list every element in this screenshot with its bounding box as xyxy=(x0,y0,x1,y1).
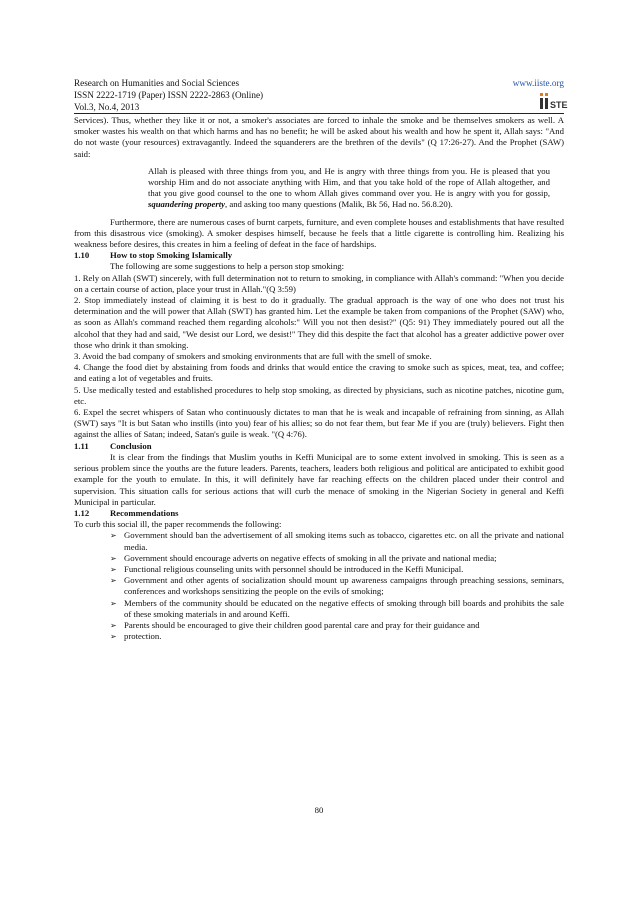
recommendation-text: Government and other agents of socialization should mount up awareness campaigns through preaching sessions, seminars, conferences and workshops sensitizing the people on the evils of smoking; xyxy=(124,575,564,597)
list-item: 2. Stop immediately instead of claiming it is best to do it gradually. The gradual approach is the way of one who does not trust his determination and the will power that Allah (SWT) has granted him. Let the example be taken from companions of the Prophet (SAW) who, as soon as Allah's command reached them regarding alcohols:" Will you not then desist?" (Q5: 91) They immediately poured out all the alcohol that they had and said, "We desist our Lord, we desist!" They did this despite the fact that alcohol has a greater addictive power over those who drink it than smoking. xyxy=(74,295,564,350)
section-number: 1.12 xyxy=(74,507,90,518)
paragraph-intro: Services). Thus, whether they like it or not, a smoker's associates are forced to inhale the smoke and be themselves smokers as well. A smoker wastes his wealth on that which harms and has no benefit; he will be asked about his wealth and how he spent it, Allah says: "And do not waste (your resources) extravagantly. Indeed the squanderers are the brethren of the devils" (Q 17:26-27). And the Prophet (SAW) said: xyxy=(74,115,564,159)
journal-url-link[interactable]: www.iiste.org xyxy=(512,78,564,88)
recommendation-text: Government should ban the advertisement of all smoking items such as tobacco, cigarettes etc. on all the private and national media. xyxy=(124,530,564,552)
list-item xyxy=(110,530,564,552)
paragraph-conclusion: It is clear from the findings that Muslim youths in Keffi Municipal are to some extent involved in smoking. This is seen as a serious problem since the youths are the future leaders. Parents, teachers, leaders both religious and political are anticipated to exhibit good example for the youth to emulate. In this, it will definitely have far reaching effects on the children placed under their control and supervision. This situation calls for serious actions that will curb the menace of smoking in the Nigerian Society in general and Keffi Municipal in particular. xyxy=(74,451,564,507)
recommendation-text: Functional religious counseling units with personnel should be introduced in the Keffi Municipal. xyxy=(124,563,464,574)
list-item xyxy=(110,598,564,620)
recommendation-text: protection. xyxy=(124,631,162,642)
arrow-bullet-icon: ➢ xyxy=(110,553,117,563)
list-item xyxy=(110,564,564,575)
list-item xyxy=(110,575,564,597)
arrow-bullet-icon: ➢ xyxy=(110,632,117,642)
quote-text-post: , and asking too many questions (Malik, Bk 56, Had no. 56.8.20). xyxy=(225,199,453,210)
list-item xyxy=(110,631,564,642)
section-intro: The following are some suggestions to help a person stop smoking: xyxy=(110,261,345,272)
section-title: Conclusion xyxy=(110,440,152,451)
header-divider xyxy=(74,113,564,114)
arrow-bullet-icon: ➢ xyxy=(110,598,117,608)
arrow-bullet-icon: ➢ xyxy=(110,620,117,630)
section-number: 1.11 xyxy=(74,440,89,451)
quote-text-pre: Allah is pleased with three things from you, and He is angry with three things from you. He is pleased that you worship Him and do not associate anything with Him, and that you take hold of the rope of Allah altogether, and that you give good counsel to the one to whom Allah gives command over you. He is angry with you for gossip, xyxy=(148,165,550,199)
recommendations-intro: To curb this social ill, the paper recommends the following: xyxy=(74,519,282,530)
quote-emphasis: squandering property xyxy=(148,199,225,210)
list-item: 1. Rely on Allah (SWT) sincerely, with full determination not to return to smoking, in compliance with Allah's command: "When you decide on a certain course of action, place your trust in Allah."(Q 3:59) xyxy=(74,272,564,294)
svg-text:STE: STE xyxy=(550,100,568,110)
section-title: Recommendations xyxy=(110,507,179,518)
list-item: 4. Change the food diet by abstaining from foods and drinks that would entice the craving to smoke such as spices, meat, tea, and coffee; and eating a lot of vegetables and fruits. xyxy=(74,362,564,384)
section-heading-1-10 xyxy=(74,250,564,261)
recommendation-text: Government should encourage adverts on negative effects of smoking in all the private and national media; xyxy=(124,552,497,563)
recommendation-text: Parents should be encouraged to give their children good parental care and pray for their guidance and xyxy=(124,619,480,630)
arrow-bullet-icon: ➢ xyxy=(110,531,117,541)
journal-issn: ISSN 2222-1719 (Paper) ISSN 2222-2863 (Online) xyxy=(74,90,264,100)
list-item xyxy=(110,620,564,631)
section-heading-1-12 xyxy=(74,508,564,519)
list-item: 3. Avoid the bad company of smokers and smoking environments that are full with the smell of smoke. xyxy=(74,351,432,362)
iiste-logo-icon xyxy=(539,92,568,110)
journal-volume: Vol.3, No.4, 2013 xyxy=(74,102,140,112)
list-item xyxy=(110,553,564,564)
section-heading-1-11 xyxy=(74,441,564,452)
section-title: How to stop Smoking Islamically xyxy=(110,250,233,261)
page-number: 80 xyxy=(314,805,324,815)
paragraph-furthermore: Furthermore, there are numerous cases of burnt carpets, furniture, and even complete houses and establishments that have resulted from this disastrous vice (smoking). A smoker despises himself, because he feels that a little cigarette is controlling him. Realizing his weakness before desires, this creates in him a feeling of defeat in the face of hardships. xyxy=(74,216,564,250)
recommendations-list xyxy=(74,530,564,642)
recommendation-text: Members of the community should be educated on the negative effects of smoking through bill boards and prohibits the sale of these smoking materials in and around Keffi. xyxy=(124,597,564,619)
article-body xyxy=(74,115,564,642)
section-number: 1.10 xyxy=(74,250,90,261)
list-item: 6. Expel the secret whispers of Satan who continuously dictates to man that he is weak and incapable of refraining from sinning, as Allah (SWT) says "It is but Satan who instills (into you) fear of his allies; so do not fear them, but fear Me if you are (truly) believers. Fight then against the allies of Satan; indeed, Satan's guile is weak. "(Q 4:76). xyxy=(74,407,564,440)
arrow-bullet-icon: ➢ xyxy=(110,576,117,586)
journal-title: Research on Humanities and Social Sciences xyxy=(74,78,240,88)
arrow-bullet-icon: ➢ xyxy=(110,564,117,574)
journal-header xyxy=(74,77,564,113)
hadith-quote xyxy=(148,166,550,211)
list-item: 5. Use medically tested and established procedures to help stop smoking, as directed by physicians, such as nicotine patches, nicotine gum, etc. xyxy=(74,384,564,406)
